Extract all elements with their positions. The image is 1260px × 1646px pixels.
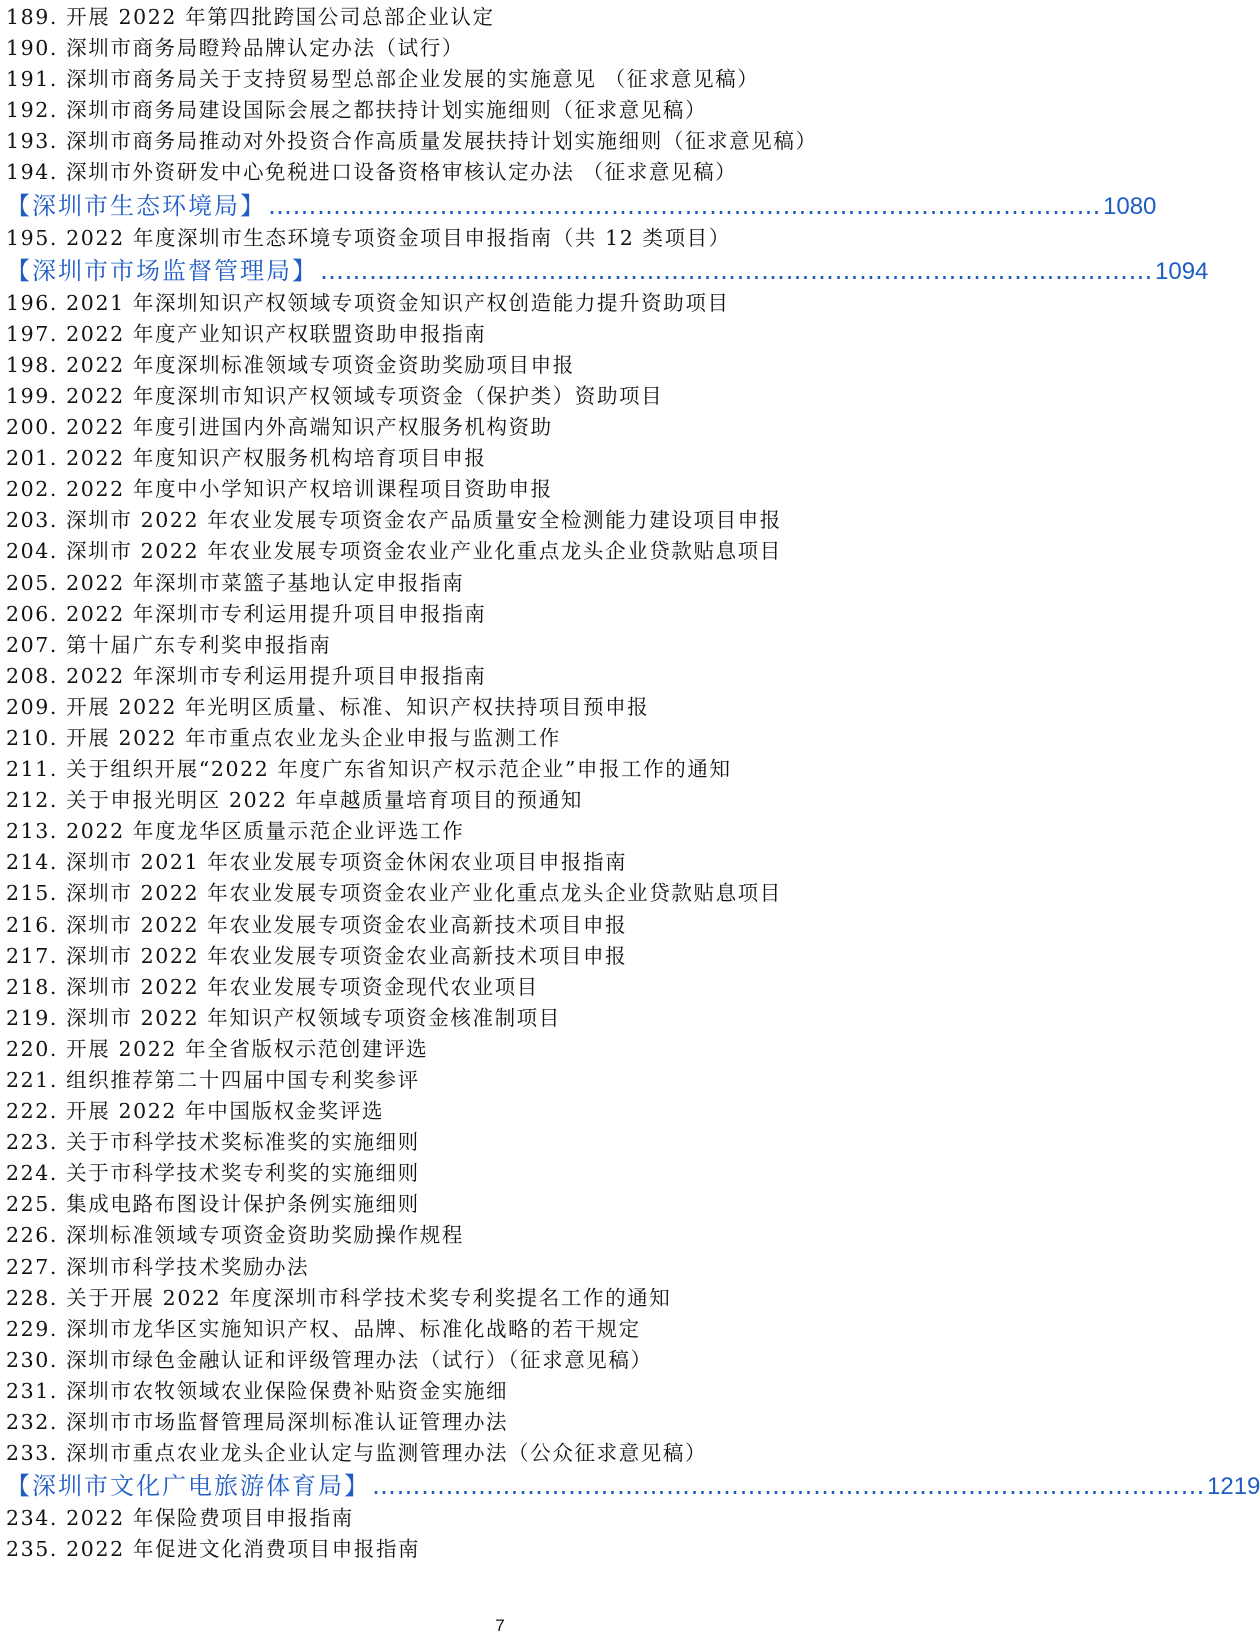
toc-entry[interactable]: 215. 深圳市 2022 年农业发展专项资金农业产业化重点龙头企业贷款贴息项目 xyxy=(6,881,782,906)
toc-group-market-supervision xyxy=(6,288,956,1470)
toc-entry[interactable]: 208. 2022 年深圳市专利运用提升项目申报指南 xyxy=(6,663,487,688)
toc-entry[interactable]: 203. 深圳市 2022 年农业发展专项资金农产品质量安全检测能力建设项目申报 xyxy=(6,508,782,533)
toc-entry[interactable]: 213. 2022 年度龙华区质量示范企业评选工作 xyxy=(6,819,465,844)
toc-group-culture-tourism xyxy=(6,1503,956,1565)
toc-entry[interactable]: 233. 深圳市重点农业龙头企业认定与监测管理办法（公众征求意见稿） xyxy=(6,1441,708,1466)
toc-entry[interactable]: 201. 2022 年度知识产权服务机构培育项目申报 xyxy=(6,446,487,471)
toc-entry[interactable]: 197. 2022 年度产业知识产权联盟资助申报指南 xyxy=(6,321,487,346)
toc-heading-market-supervision-bureau[interactable] xyxy=(6,254,1209,288)
toc-group-commerce xyxy=(6,2,956,189)
toc-heading-culture-tourism-bureau[interactable] xyxy=(6,1469,1260,1503)
toc-entry[interactable]: 234. 2022 年保险费项目申报指南 xyxy=(6,1506,354,1531)
toc-entry[interactable]: 225. 集成电路布图设计保护条例实施细则 xyxy=(6,1192,420,1217)
toc-entry[interactable]: 192. 深圳市商务局建设国际会展之都扶持计划实施细则（征求意见稿） xyxy=(6,98,708,123)
toc-entry[interactable]: 193. 深圳市商务局推动对外投资合作高质量发展扶持计划实施细则（征求意见稿） xyxy=(6,129,818,154)
toc-entry[interactable]: 219. 深圳市 2022 年知识产权领域专项资金核准制项目 xyxy=(6,1005,561,1030)
toc-entry[interactable]: 216. 深圳市 2022 年农业发展专项资金农业高新技术项目申报 xyxy=(6,912,628,937)
heading-page-number: 1080 xyxy=(1103,192,1157,220)
toc-entry[interactable]: 226. 深圳标准领域专项资金资助奖励操作规程 xyxy=(6,1223,464,1248)
heading-page-number: 1219 xyxy=(1207,1473,1260,1501)
heading-leader-dots: ………………………………………………………………………………………… xyxy=(372,1472,1205,1501)
toc-entry[interactable]: 205. 2022 年深圳市菜篮子基地认定申报指南 xyxy=(6,570,465,595)
toc-group-ecology xyxy=(6,223,956,254)
toc-entry[interactable]: 209. 开展 2022 年光明区质量、标准、知识产权扶持项目预申报 xyxy=(6,694,650,719)
toc-entry[interactable]: 198. 2022 年度深圳标准领域专项资金资助奖励项目申报 xyxy=(6,352,575,377)
heading-page-number: 1094 xyxy=(1155,257,1209,285)
heading-title: 【深圳市市场监督管理局】 xyxy=(6,256,318,285)
toc-entry[interactable]: 227. 深圳市科学技术奖励办法 xyxy=(6,1254,310,1279)
toc-entry[interactable]: 224. 关于市科学技术奖专利奖的实施细则 xyxy=(6,1161,420,1186)
toc-entry[interactable]: 218. 深圳市 2022 年农业发展专项资金现代农业项目 xyxy=(6,974,539,999)
toc-entry[interactable]: 202. 2022 年度中小学知识产权培训课程项目资助申报 xyxy=(6,477,553,502)
toc-entry[interactable]: 196. 2021 年深圳知识产权领域专项资金知识产权创造能力提升资助项目 xyxy=(6,290,730,315)
toc-entry[interactable]: 204. 深圳市 2022 年农业发展专项资金农业产业化重点龙头企业贷款贴息项目 xyxy=(6,539,782,564)
toc-page xyxy=(6,2,1260,1565)
heading-leader-dots: ………………………………………………………………………………………… xyxy=(320,256,1153,285)
toc-entry[interactable]: 210. 开展 2022 年市重点农业龙头企业申报与监测工作 xyxy=(6,725,561,750)
toc-entry[interactable]: 222. 开展 2022 年中国版权金奖评选 xyxy=(6,1099,385,1124)
toc-entry[interactable]: 228. 关于开展 2022 年度深圳市科学技术奖专利奖提名工作的通知 xyxy=(6,1285,672,1310)
heading-leader-dots: ………………………………………………………………………………………… xyxy=(268,191,1101,220)
toc-entry[interactable]: 190. 深圳市商务局瞪羚品牌认定办法（试行） xyxy=(6,36,464,61)
toc-entry[interactable]: 199. 2022 年度深圳市知识产权领域专项资金（保护类）资助项目 xyxy=(6,383,664,408)
toc-entry[interactable]: 235. 2022 年促进文化消费项目申报指南 xyxy=(6,1537,421,1562)
toc-entry[interactable]: 214. 深圳市 2021 年农业发展专项资金休闲农业项目申报指南 xyxy=(6,850,628,875)
toc-entry[interactable]: 189. 开展 2022 年第四批跨国公司总部企业认定 xyxy=(6,5,495,29)
toc-entry[interactable]: 191. 深圳市商务局关于支持贸易型总部企业发展的实施意见 （征求意见稿） xyxy=(6,67,760,92)
toc-entry[interactable]: 195. 2022 年度深圳市生态环境专项资金项目申报指南（共 12 类项目） xyxy=(6,225,731,250)
toc-entry[interactable]: 194. 深圳市外资研发中心免税进口设备资格审核认定办法 （征求意见稿） xyxy=(6,160,738,185)
toc-entry[interactable]: 223. 关于市科学技术奖标准奖的实施细则 xyxy=(6,1130,420,1155)
toc-entry[interactable]: 211. 关于组织开展“2022 年度广东省知识产权示范企业”申报工作的通知 xyxy=(6,757,732,782)
page-number: 7 xyxy=(495,1616,505,1635)
toc-entry[interactable]: 207. 第十届广东专利奖申报指南 xyxy=(6,632,332,657)
toc-heading-ecology-bureau[interactable] xyxy=(6,189,1157,223)
toc-entry[interactable]: 231. 深圳市农牧领域农业保险保费补贴资金实施细 xyxy=(6,1378,509,1403)
heading-title: 【深圳市生态环境局】 xyxy=(6,191,266,220)
heading-title: 【深圳市文化广电旅游体育局】 xyxy=(6,1472,370,1501)
toc-entry[interactable]: 229. 深圳市龙华区实施知识产权、品牌、标准化战略的若干规定 xyxy=(6,1316,641,1341)
toc-entry[interactable]: 200. 2022 年度引进国内外高端知识产权服务机构资助 xyxy=(6,415,553,440)
toc-entry[interactable]: 232. 深圳市市场监督管理局深圳标准认证管理办法 xyxy=(6,1410,509,1435)
toc-entry[interactable]: 212. 关于申报光明区 2022 年卓越质量培育项目的预通知 xyxy=(6,788,583,813)
toc-entry[interactable]: 217. 深圳市 2022 年农业发展专项资金农业高新技术项目申报 xyxy=(6,943,628,968)
toc-entry[interactable]: 230. 深圳市绿色金融认证和评级管理办法（试行）（征求意见稿） xyxy=(6,1347,653,1372)
toc-entry[interactable]: 221. 组织推荐第二十四届中国专利奖参评 xyxy=(6,1068,420,1092)
toc-entry[interactable]: 220. 开展 2022 年全省版权示范创建评选 xyxy=(6,1036,429,1061)
toc-entry[interactable]: 206. 2022 年深圳市专利运用提升项目申报指南 xyxy=(6,601,487,626)
